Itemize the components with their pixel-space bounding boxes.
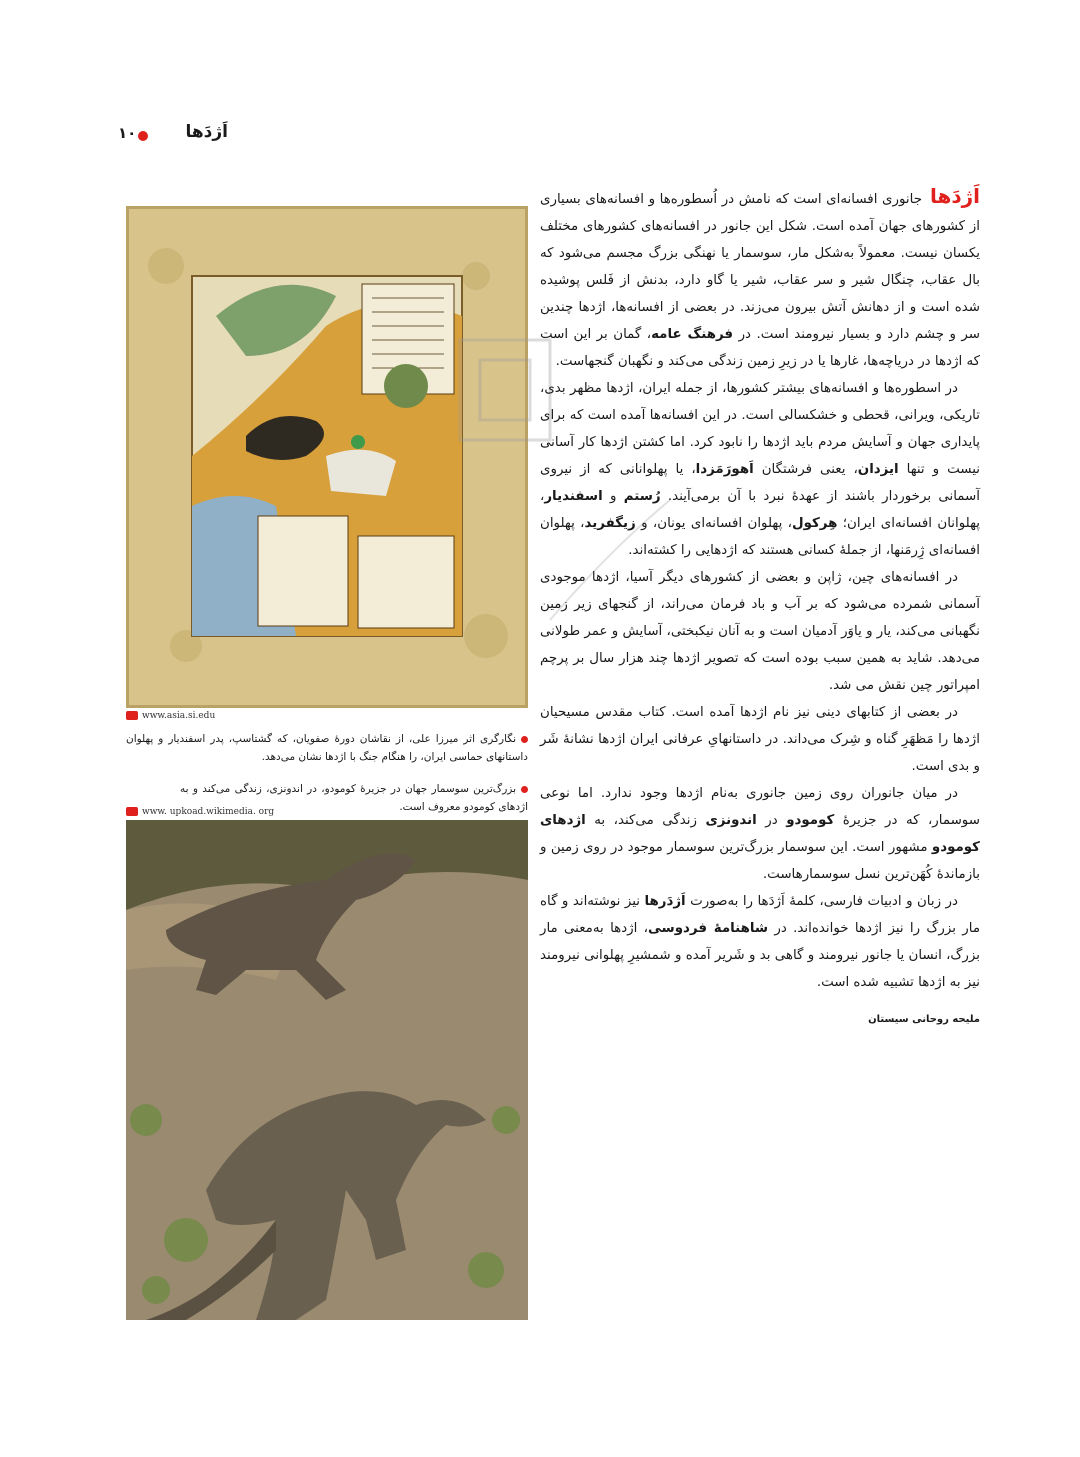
- bullet-icon: [521, 786, 528, 793]
- caption-1-text: نگارگری اثر میرزا علی، از نقاشان دورهٔ صفویان، که گشتاسپ، پدر اسفندیار و پهلوان داستانهای حماسی ایران، را هنگام جنگ با اژدها نشان می‌دهد.: [126, 733, 528, 763]
- author-name: ملیحه روحانی سیستان: [868, 1014, 980, 1025]
- caption-2-text: بزرگ‌ترین سوسمار جهان در جزیرهٔ کومودو، در اندونزی، زندگی می‌کند و به اژدهای کومودو معروف است.: [180, 783, 528, 813]
- header-dot: [138, 131, 148, 141]
- source-2-text: www. upkoad.wikimedia. org: [142, 807, 275, 817]
- paragraph-6: در زبان و ادبیات فارسی، کلمهٔ اَژدَها را به‌صورت اَژدَرها نیز نوشته‌اند و گاه مار بزرگ را نیز اژدها خوانده‌اند. در شاهنامهٔ فردوسی، اژدها به‌معنی مار بزرگ، انسان یا جانور نیرومند و گاهی بد و شَریر آمده و شمشیرِ پهلوانی نیرومند نیز به اژدها تشبیه شده است.: [540, 894, 980, 990]
- running-header: [118, 122, 228, 152]
- source-1-text: www.asia.si.edu: [142, 711, 216, 721]
- paragraph-1: اَژدَهاجانوری افسانه‌ای است که نامش در اُسطوره‌ها و افسانه‌های بسیاری از کشورهای جهان آمده است. شکل این جانور در افسانه‌های کشورهای مختلف یکسان نیست. معمولاً به‌شکل مار، سوسمار یا نهنگی بزرگ مجسم می‌شود که بال عقاب، چنگال شیر و سر عقاب، شیر یا گاو دارد، بدنش از فَلس پوشیده شده است و از دهانش آتش بیرون می‌زند. در بعضی از افسانه‌ها، اژدها چندین سر و چشم دارد و بسیار نیرومند است. در فرهنگ عامه، گمان بر این است که اژدها در دریاچه‌ها، غارها یا در زیرِ زمین زندگی می‌کند و نگهبان گنجهاست.: [540, 184, 980, 369]
- paragraph-3: در افسانه‌های چین، ژاپن و بعضی از کشورهای دیگر آسیا، اژدها موجودی آسمانی شمرده می‌شود که بر آب و باد فرمان می‌راند، از گنجهای زیر زمین نگهبانی می‌کند، یار و یاوَر آدمیان است و به آنان نیکبختی، آسایش و عمر طولانی می‌دهد. شاید به همین سبب بوده است که تصویر اژدها چند هزار سال بر پرچم امپراتور چین نقش می‌ شد.: [540, 570, 980, 693]
- article-body: [540, 183, 980, 1033]
- source-icon: [126, 807, 138, 816]
- bullet-icon: [521, 736, 528, 743]
- persian-miniature-image: [126, 206, 528, 708]
- source-icon: [126, 711, 138, 720]
- header-title: اَژدَها: [185, 122, 228, 142]
- paragraph-4: در بعضی از کتابهای دینی نیز نام اژدها آمده است. کتاب مقدس مسیحیان اژدها را مَظهَرِ گناه و شِرک می‌داند. در داستانهایِ عرفانی ایران اژدها نشانهٔ شَر و بدی است.: [540, 705, 980, 774]
- caption-1: [126, 730, 528, 766]
- paragraph-5: در میان جانوران روی زمین جانوری به‌نام اژدها وجود ندارد. اما نوعی سوسمار، که در جزیرهٔ کومودو در اندونزی زندگی می‌کند، به اژدهای کومودو مشهور است. این سوسمار بزرگ‌ترین سوسمار موجود در روی زمین و بازماندهٔ کُهَن‌ترین نسل سوسمارهاست.: [540, 786, 980, 882]
- komodo-dragon-photo: [126, 820, 528, 1320]
- page-number: ۱۰: [118, 124, 137, 142]
- image-source-1: [126, 711, 215, 721]
- image-source-2: [126, 807, 274, 817]
- paragraph-2: در اسطوره‌ها و افسانه‌های بیشتر کشورها، از جمله ایران، اژدها مظهر بدی، تاریکی، ویرانی، قحطی و خشکسالی است. در این افسانه‌ها آمده است که برای پایداری جهان و آسایش مردم باید اژدها را نابود کرد. اما کشتن اژدها کار آسانی نیست و تنها ایزدان، یعنی فرشتگان اَهورَمَزدا، یا پهلوانانی که از نیروی آسمانی برخوردار باشند از عهدهٔ نبرد با آن برمی‌آیند. رُستم و اسفندیار، پهلوانان افسانه‌ای ایران؛ هِرکول، پهلوان افسانه‌ای یونان، و زیگفرید، پهلوان افسانه‌ای ژِرمَنها، از جملهٔ کسانی هستند که اژدهایی را کشته‌اند.: [540, 381, 980, 558]
- entry-title: اَژدَها: [929, 184, 980, 208]
